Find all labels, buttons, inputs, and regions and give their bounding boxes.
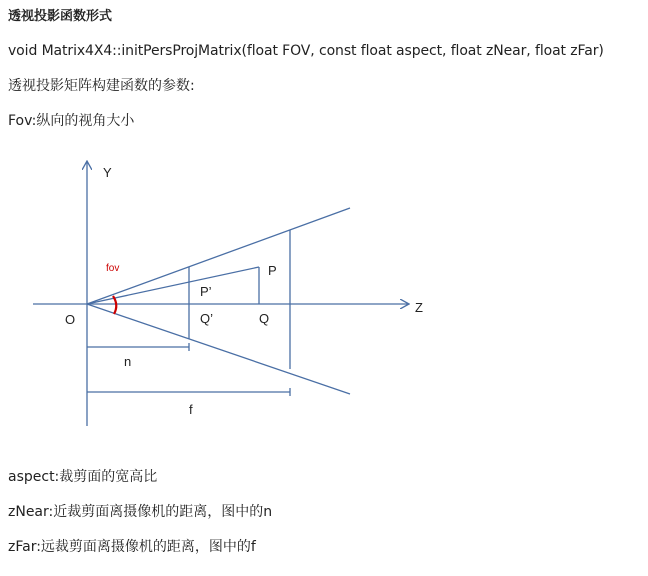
param-zfar-description: zFar:远裁剪面离摄像机的距离，图中的f <box>8 539 256 555</box>
point-p-prime-label: P’ <box>200 284 212 299</box>
y-axis-label: Y <box>103 165 112 180</box>
params-heading: 透视投影矩阵构建函数的参数: <box>8 78 195 94</box>
doc-title: 透视投影函数形式 <box>8 9 113 24</box>
point-q-label: Q <box>259 311 270 326</box>
param-fov-description: Fov:纵向的视角大小 <box>8 113 135 129</box>
param-znear-description: zNear:近裁剪面离摄像机的距离，图中的n <box>8 504 273 520</box>
near-distance-label: n <box>124 354 132 369</box>
z-axis-label: Z <box>415 300 423 315</box>
point-q-prime-label: Q’ <box>200 311 213 326</box>
origin-label: O <box>65 312 76 327</box>
fov-arc <box>113 296 116 314</box>
param-aspect-description: aspect:裁剪面的宽高比 <box>8 469 158 485</box>
far-distance-label: f <box>189 402 193 417</box>
frustum-lower-edge <box>87 304 350 394</box>
frustum-upper-edge <box>87 208 350 304</box>
fov-label: fov <box>106 263 120 274</box>
function-signature: void Matrix4X4::initPersProjMatrix(float FOV, const float aspect, float zNear, float zFar) <box>8 43 604 59</box>
point-p-label: P <box>268 263 277 278</box>
